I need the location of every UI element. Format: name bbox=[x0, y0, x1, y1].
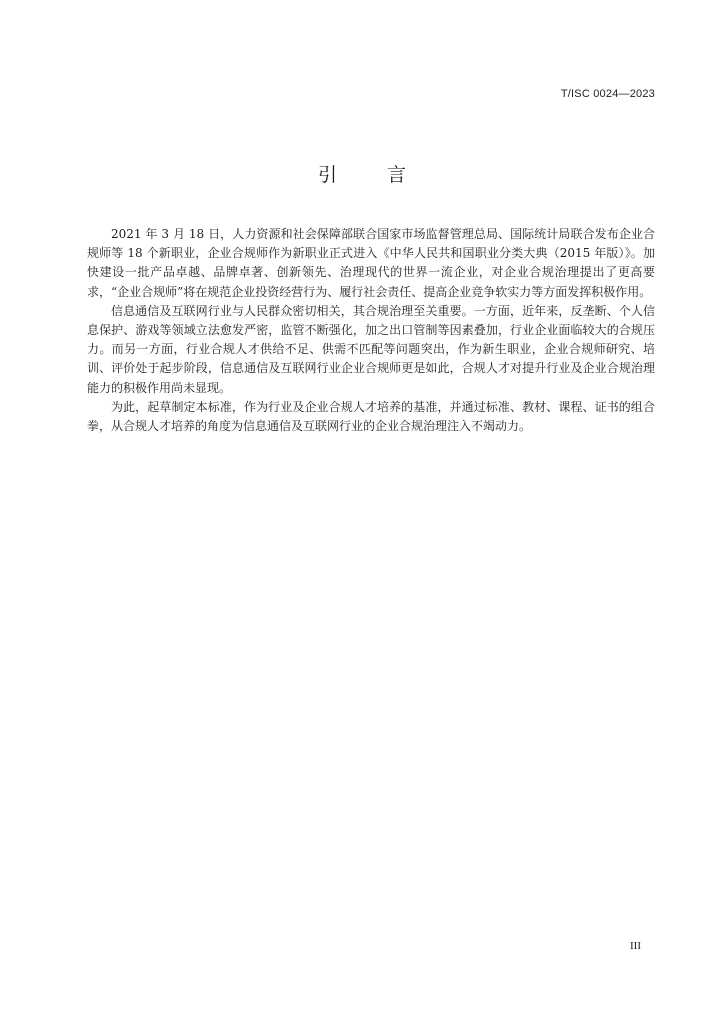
paragraph-industry-need: 信息通信及互联网行业与人民群众密切相关，其合规治理至关重要。一方面，近年来，反垄断、个人信息保护、游戏等领域立法愈发严密，监管不断强化，加之出口管制等因素叠加，行业企业面临较大的合规压力。而另一方面，行业合规人才供给不足、供需不匹配等问题突出，作为新生职业，企业合规师研究、培训、评价处于起步阶段，信息通信及互联网行业企业合规师更是如此，合规人才对提升行业及企业合规治理能力的积极作用尚未显现。 bbox=[87, 303, 655, 395]
page-number: III bbox=[630, 940, 641, 952]
paragraph-purpose: 为此，起草制定本标准，作为行业及企业合规人才培养的基准，并通过标准、教材、课程、证书的组合拳，从合规人才培养的角度为信息通信及互联网行业的企业合规治理注入不竭动力。 bbox=[87, 399, 655, 434]
paragraph-background: 2021 年 3 月 18 日，人力资源和社会保障部联合国家市场监督管理总局、国际统计局联合发布企业合规师等 18 个新职业，企业合规师作为新职业正式进入《中华人民共和国职业分类大典（2015 年版）》。加快建设一批产品卓越、品牌卓著、创新领先、治理现代的世界一流企业，对企业合规治理提出了更高要求，“企业合规师”将在规范企业投资经营行为、履行社会责任、提高企业竞争软实力等方面发挥积极作用。 bbox=[87, 227, 655, 299]
introduction-body bbox=[87, 225, 655, 436]
section-title: 引 言 bbox=[317, 164, 429, 186]
document-code: T/ISC 0024—2023 bbox=[560, 88, 655, 100]
